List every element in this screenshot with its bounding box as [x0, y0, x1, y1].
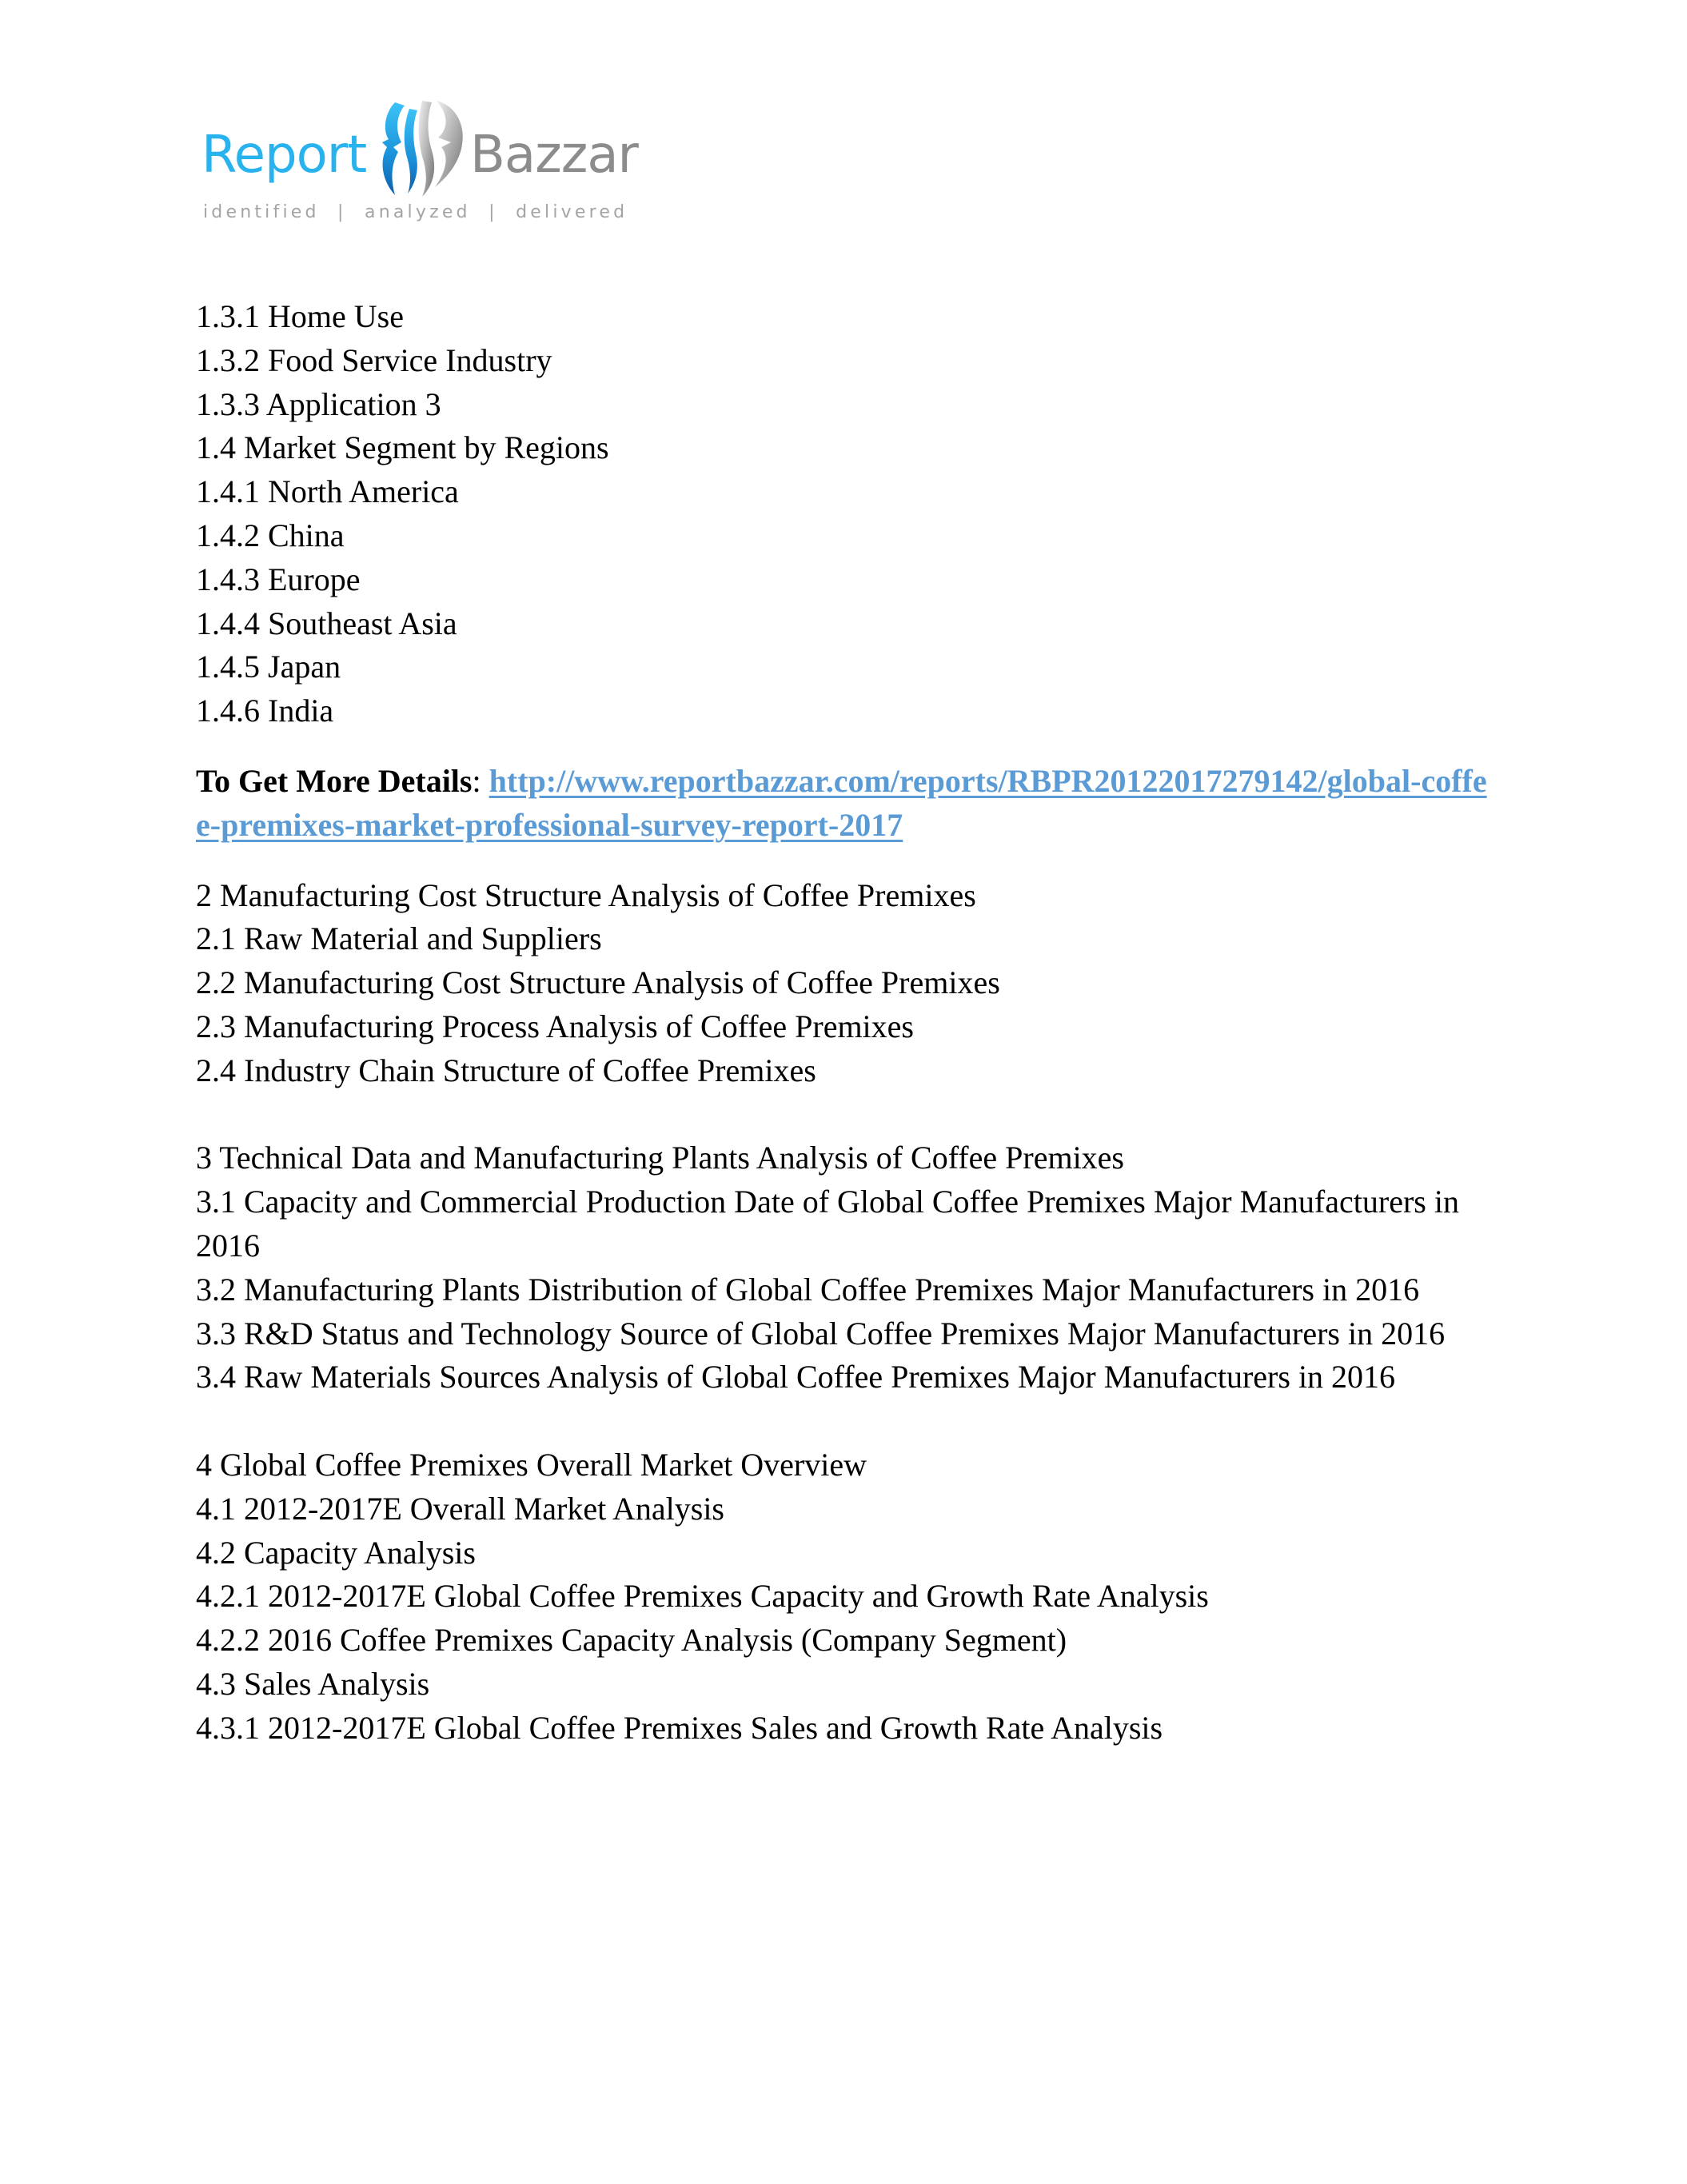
toc-entry: 3.1 Capacity and Commercial Production Date of Global Coffee Premixes Major Manufacturers in 2016	[196, 1184, 1459, 1264]
toc-entry: 4.3.1 2012-2017E Global Coffee Premixes Sales and Growth Rate Analysis	[196, 1709, 1163, 1746]
toc-entry: 3.4 Raw Materials Sources Analysis of Global Coffee Premixes Major Manufacturers in 2016	[196, 1359, 1396, 1395]
toc-entry: 3 Technical Data and Manufacturing Plants Analysis of Coffee Premixes	[196, 1140, 1124, 1176]
document-body	[196, 295, 1491, 1751]
toc-entry: 2.2 Manufacturing Cost Structure Analysis of Coffee Premixes	[196, 964, 1000, 1001]
toc-entry: 4.1 2012-2017E Overall Market Analysis	[196, 1490, 724, 1527]
toc-entry: 1.4.1 North America	[196, 473, 459, 510]
toc-entry: 4.2.1 2012-2017E Global Coffee Premixes Capacity and Growth Rate Analysis	[196, 1578, 1209, 1615]
paragraph-spacer	[196, 848, 1491, 874]
more-details-paragraph	[196, 760, 1491, 848]
report-link[interactable]: http://www.reportbazzar.com/reports/RBPR20122017279142/global-coffee-premixes-market-professional-survey-report-2017	[196, 762, 1487, 843]
toc-entry: 4 Global Coffee Premixes Overall Market Overview	[196, 1446, 867, 1483]
toc-entry: 4.2 Capacity Analysis	[196, 1534, 476, 1571]
blank-line	[196, 1399, 1491, 1443]
logo-tagline: identified | analyzed | delivered	[203, 202, 628, 222]
toc-entry: 2.4 Industry Chain Structure of Coffee Premixes	[196, 1052, 816, 1088]
logo-wordmark-bazzar: Bazzar	[470, 126, 638, 185]
logo-wordmark-report: Report	[201, 126, 367, 185]
toc-section-2	[196, 874, 1491, 1093]
toc-entry: 3.2 Manufacturing Plants Distribution of Global Coffee Premixes Major Manufacturers in 2016	[196, 1271, 1420, 1308]
more-details-colon: :	[472, 762, 489, 799]
toc-entry: 4.3 Sales Analysis	[196, 1665, 430, 1702]
toc-entry: 1.4.6 India	[196, 693, 334, 729]
toc-entry: 1.4.4 Southeast Asia	[196, 605, 457, 641]
toc-section-3	[196, 1136, 1491, 1399]
toc-section-1	[196, 295, 1491, 733]
toc-entry: 2 Manufacturing Cost Structure Analysis of Coffee Premixes	[196, 876, 976, 913]
toc-entry: 4.2.2 2016 Coffee Premixes Capacity Analysis (Company Segment)	[196, 1622, 1067, 1659]
blank-line	[196, 1093, 1491, 1137]
toc-entry: 1.3.2 Food Service Industry	[196, 341, 552, 378]
toc-entry: 3.3 R&D Status and Technology Source of Global Coffee Premixes Major Manufacturers in 2016	[196, 1315, 1446, 1352]
logo-emblem-icon	[371, 98, 465, 198]
toc-entry: 1.4.3 Europe	[196, 561, 361, 597]
more-details-label: To Get More Details	[196, 762, 473, 799]
paragraph-spacer	[196, 733, 1491, 760]
report-bazzar-logo	[201, 94, 649, 230]
toc-entry: 1.4 Market Segment by Regions	[196, 429, 609, 466]
toc-entry: 2.1 Raw Material and Suppliers	[196, 920, 602, 957]
toc-entry: 2.3 Manufacturing Process Analysis of Coffee Premixes	[196, 1008, 914, 1044]
toc-entry: 1.4.5 Japan	[196, 649, 341, 685]
toc-entry: 1.4.2 China	[196, 517, 345, 553]
toc-entry: 1.3.3 Application 3	[196, 385, 441, 422]
toc-section-4	[196, 1443, 1491, 1751]
toc-entry: 1.3.1 Home Use	[196, 298, 404, 334]
